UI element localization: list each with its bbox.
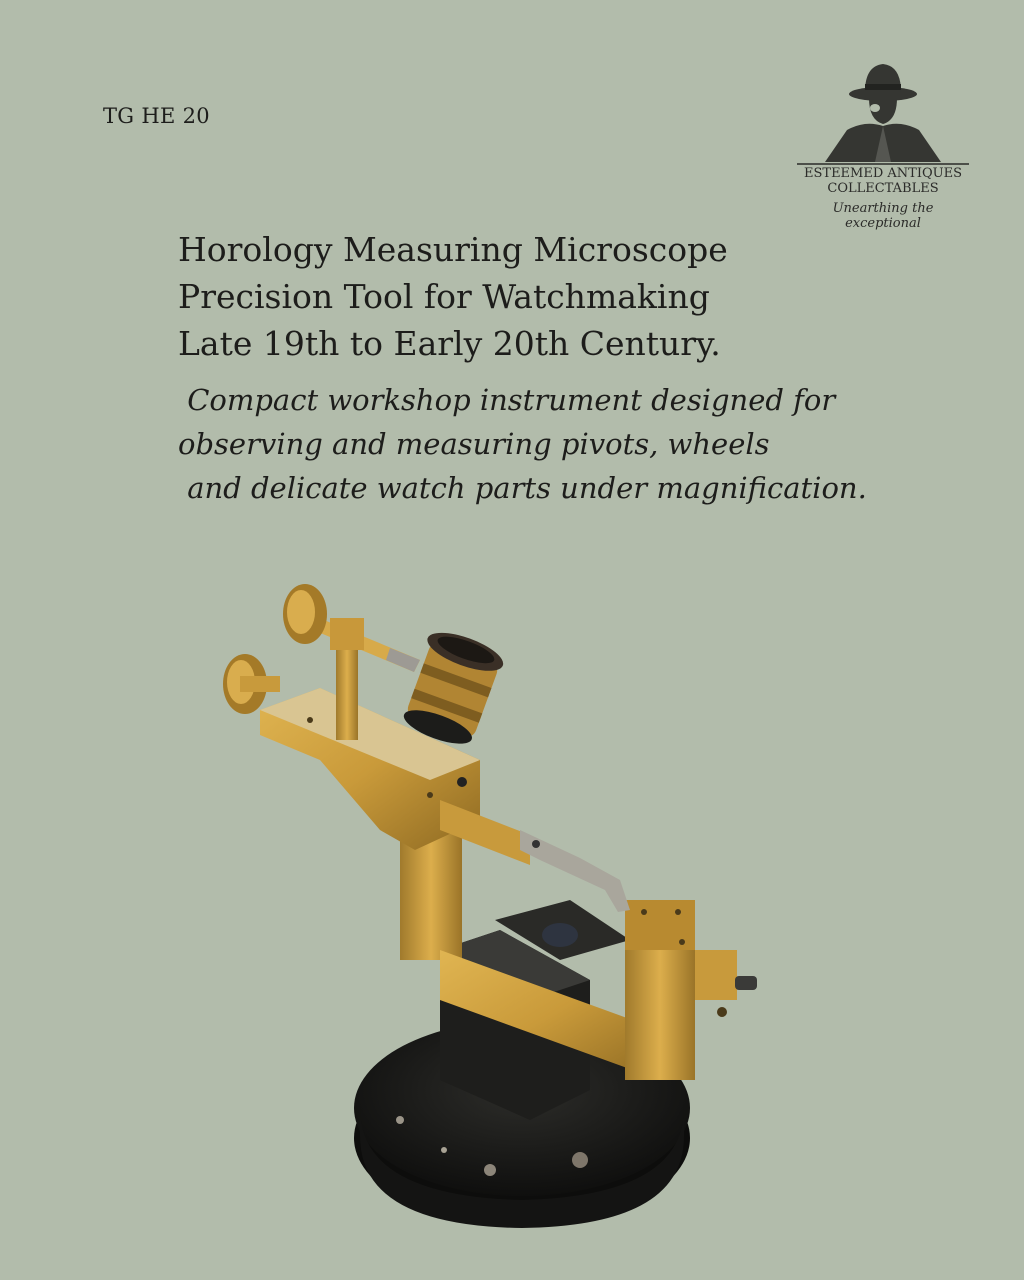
title-line: Horology Measuring Microscope (178, 230, 728, 269)
brand-tagline: Unearthing the exceptional (832, 201, 934, 231)
brand-logo (795, 58, 971, 231)
title-line: Late 19th to Early 20th Century. (178, 324, 721, 363)
reference-code: TG HE 20 (103, 104, 210, 128)
description-line: and delicate watch parts under magnification. (178, 471, 867, 505)
product-description (178, 378, 867, 510)
description-line: observing and measuring pivots, wheels (178, 427, 770, 461)
title-line: Precision Tool for Watchmaking (178, 277, 710, 316)
product-title (178, 226, 728, 367)
brand-name: ESTEEMED ANTIQUES COLLECTABLES (804, 166, 962, 196)
detective-silhouette-icon (795, 58, 971, 168)
description-line: Compact workshop instrument designed for (178, 383, 836, 417)
microscope-product-image (200, 560, 780, 1240)
